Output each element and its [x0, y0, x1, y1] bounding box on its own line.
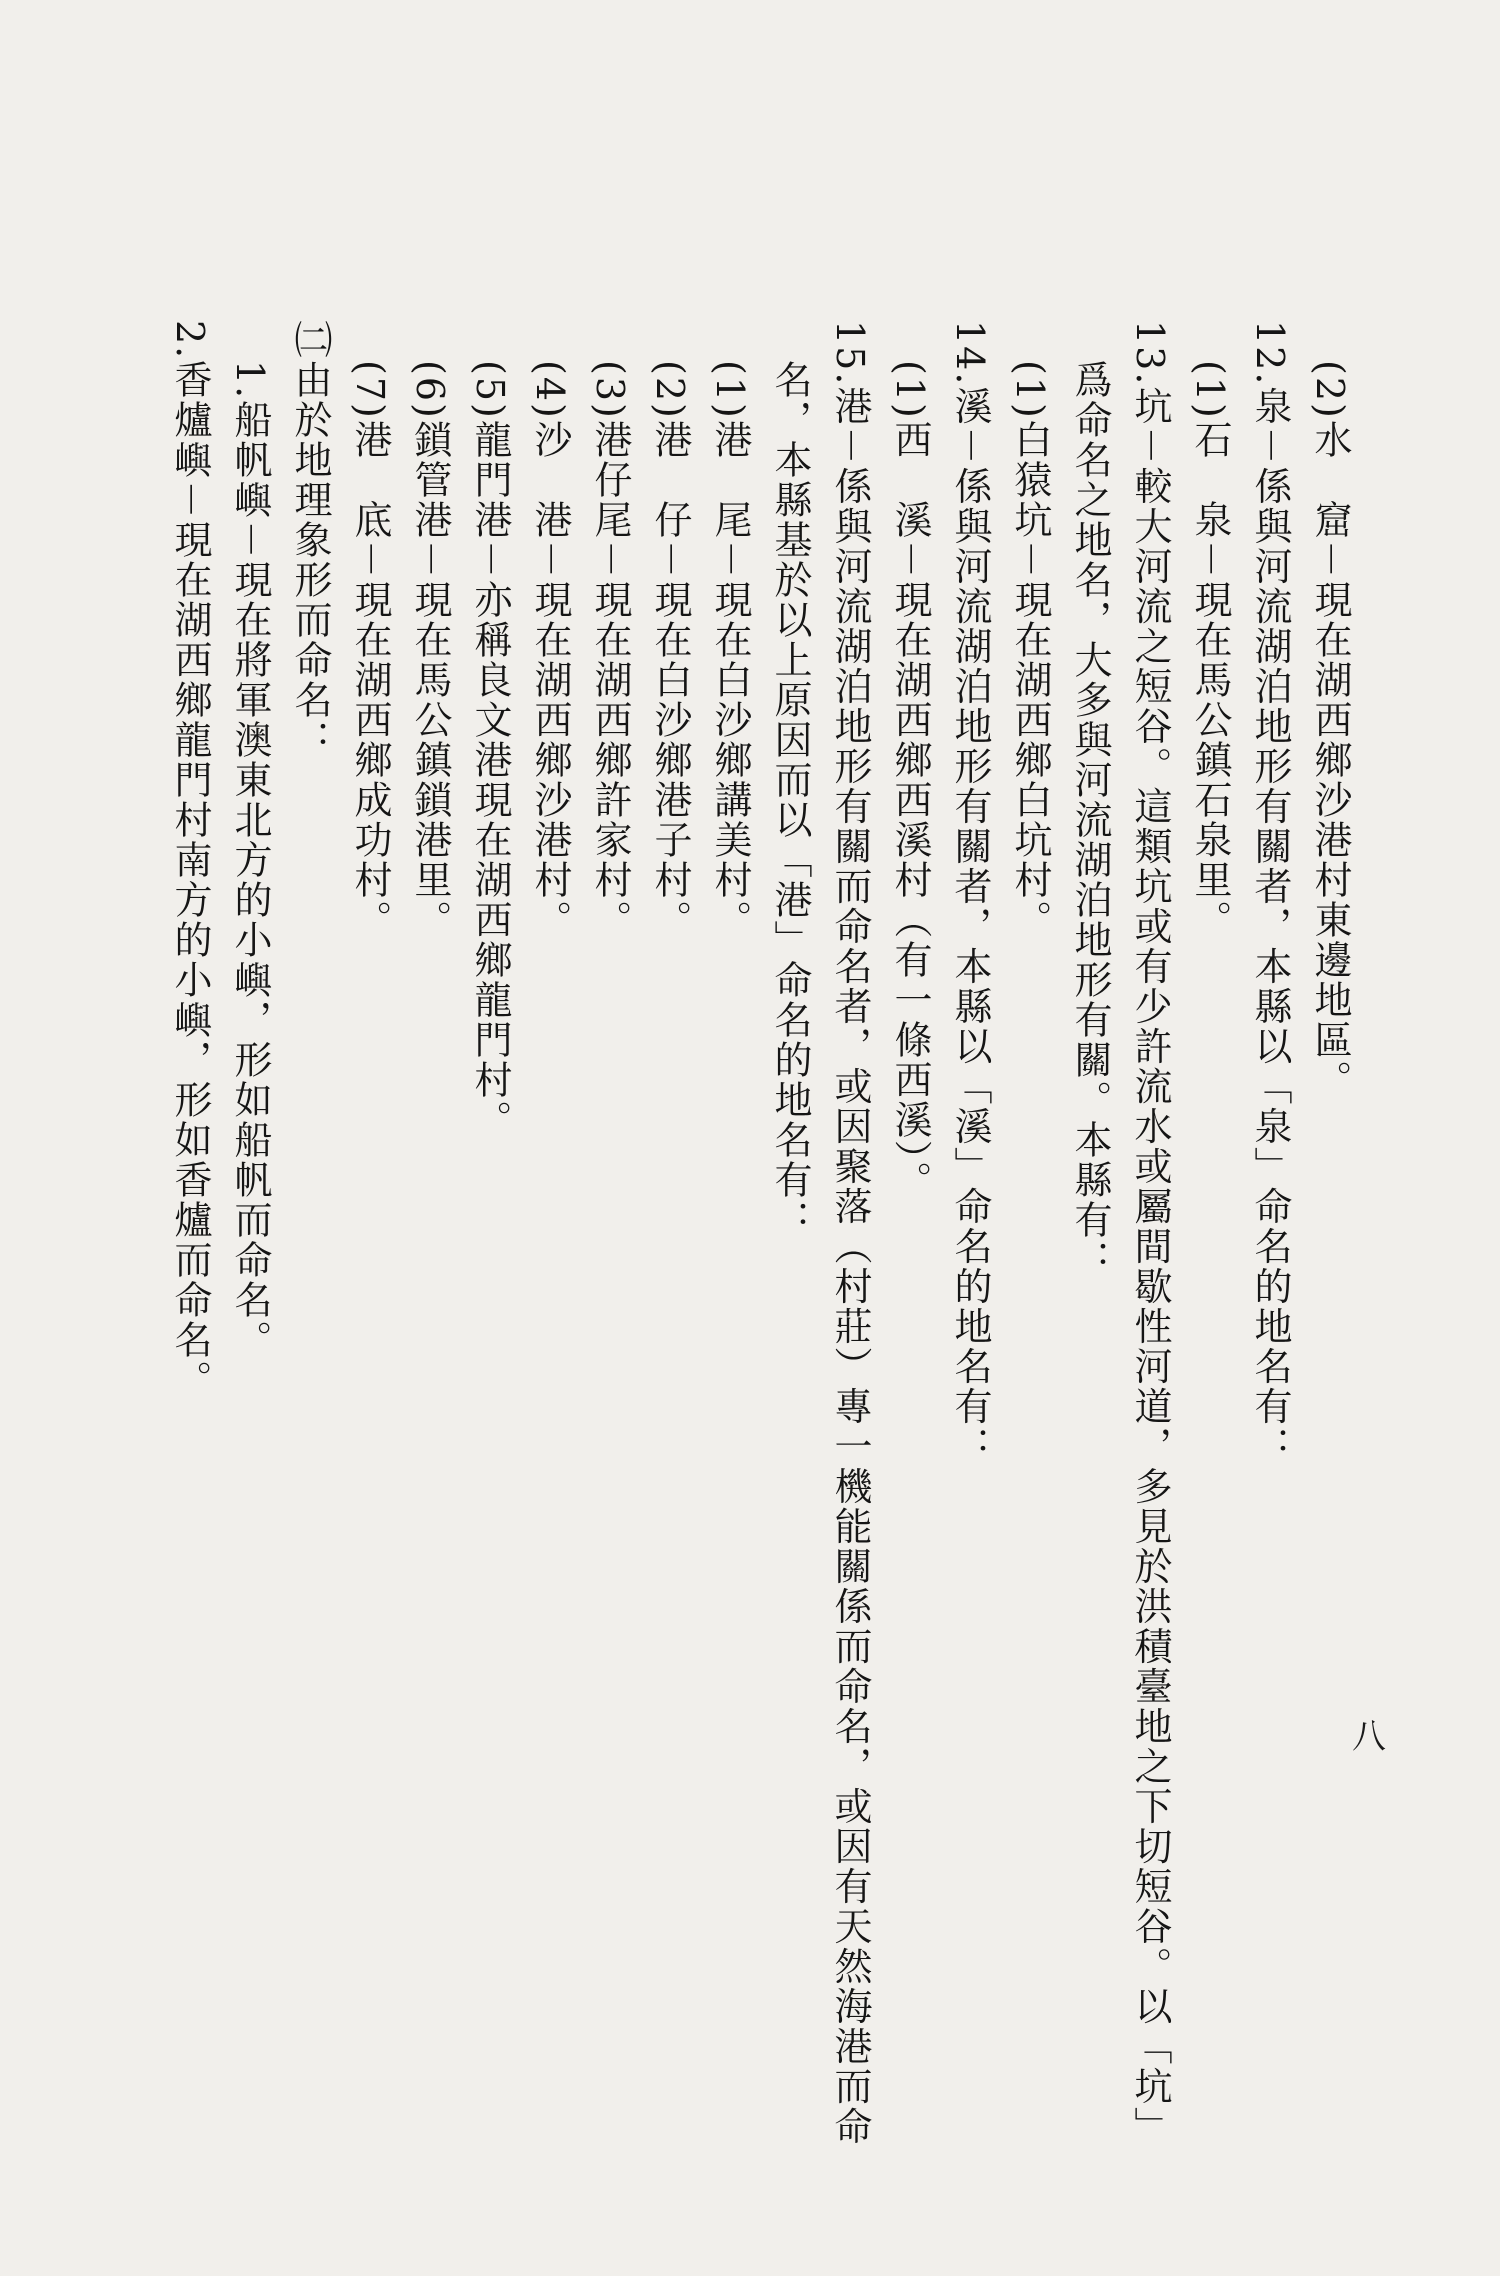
- text-line: (7)港 底－現在湖西鄉成功村。: [348, 360, 392, 940]
- text-line: (3)港仔尾－現在湖西鄉許家村。: [588, 360, 632, 940]
- page-number: 八: [1352, 1717, 1386, 1757]
- text-line: (1)白猿坑－現在湖西鄉白坑村。: [1008, 360, 1052, 940]
- text-line: (1)港 尾－現在白沙鄉講美村。: [708, 360, 752, 940]
- text-line: 14.溪－係與河流湖泊地形有關者，本縣以「溪」命名的地名有：: [948, 320, 992, 1467]
- text-line: 爲命名之地名，大多與河流湖泊地形有關。本縣有：: [1068, 360, 1112, 1280]
- text-line: 名，本縣基於以上原因而以「港」命名的地名有：: [768, 360, 812, 1240]
- text-line: 1.船帆嶼－現在將軍澳東北方的小嶼，形如船帆而命名。: [228, 360, 272, 1361]
- text-line: (1)石 泉－現在馬公鎮石泉里。: [1188, 360, 1232, 940]
- text-line: (2)港 仔－現在白沙鄉港子村。: [648, 360, 692, 940]
- text-line: (4)沙 港－現在湖西鄉沙港村。: [528, 360, 572, 940]
- vertical-text-body: [160, 320, 1360, 2220]
- text-line: (2)水 窟－現在湖西鄉沙港村東邊地區。: [1308, 360, 1352, 1100]
- text-line: (1)西 溪－現在湖西鄉西溪村（有一條西溪）。: [888, 360, 932, 1201]
- text-line: (6)鎖管港－現在馬公鎮鎖港里。: [408, 360, 452, 940]
- text-line: 15.港－係與河流湖泊地形有關而命名者，或因聚落（村莊）專一機能關係而命名，或因有天然海港而命: [828, 320, 872, 2147]
- text-line: (5)龍門港－亦稱良文港現在湖西鄉龍門村。: [468, 360, 512, 1140]
- text-line: 12.泉－係與河流湖泊地形有關者，本縣以「泉」命名的地名有：: [1248, 320, 1292, 1467]
- text-line: 13.坑－較大河流之短谷。這類坑或有少許流水或屬間歇性河道，多見於洪積臺地之下切短谷。以「坑」: [1128, 320, 1172, 2147]
- text-line: 2.香爐嶼－現在湖西鄉龍門村南方的小嶼，形如香爐而命名。: [168, 320, 212, 1401]
- text-line: ㈡由於地理象形而命名：: [288, 320, 332, 760]
